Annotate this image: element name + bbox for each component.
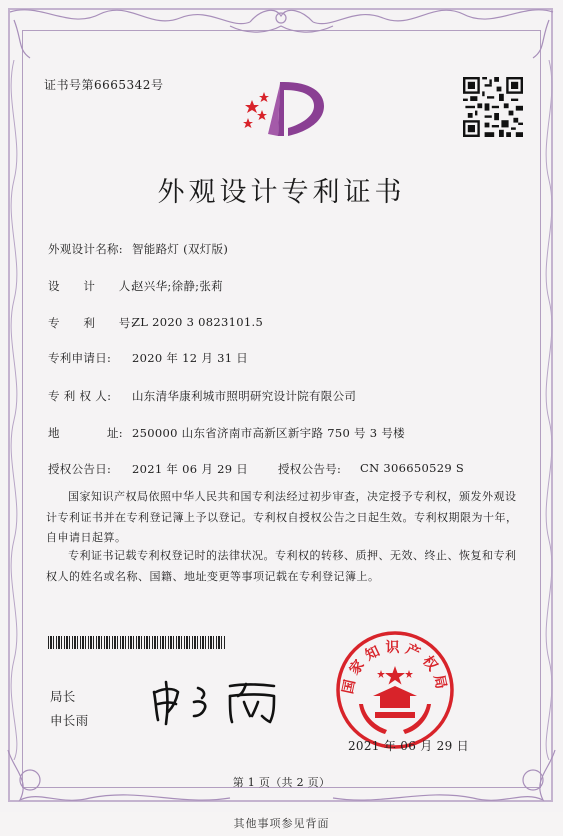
grant-number-value: CN 306650529 S <box>360 461 465 475</box>
address-label: 地 址: <box>48 426 123 440</box>
designer-label: 设 计 人: <box>48 279 135 293</box>
official-seal-icon <box>335 630 455 750</box>
top-ornament <box>0 0 563 60</box>
design-name-value: 智能路灯 (双灯版) <box>132 242 229 256</box>
barcode <box>48 636 226 649</box>
certificate-title: 外观设计专利证书 <box>157 177 406 208</box>
handwritten-signature <box>146 676 286 726</box>
grant-number-label: 授权公告号: <box>278 462 342 476</box>
designer-value: 赵兴华;徐静;张莉 <box>132 279 223 293</box>
patent-number-label: 专 利 号: <box>48 316 135 330</box>
grant-date-value: 2021 年 06 月 29 日 <box>132 462 249 476</box>
address-value: 250000 山东省济南市高新区新宇路 750 号 3 号楼 <box>132 426 405 440</box>
design-name-label: 外观设计名称: <box>48 242 123 256</box>
left-ornament <box>0 60 28 760</box>
seal-date: 2021 年 06 月 29 日 <box>348 739 469 753</box>
cnipa-logo-icon <box>238 76 328 142</box>
page-number: 第 1 页（共 2 页） <box>232 776 331 789</box>
director-name: 申长雨 <box>50 713 89 728</box>
qr-code-icon <box>463 77 523 137</box>
grant-date-label: 授权公告日: <box>48 462 112 476</box>
footer-note: 其他事项参见背面 <box>233 817 330 830</box>
right-ornament <box>535 60 563 760</box>
patent-number-value: ZL 2020 3 0823101.5 <box>132 315 264 329</box>
body-paragraph-2: 专利证书记载专利权登记时的法律状况。专利权的转移、质押、无效、终止、恢复和专利权人的姓名或名称、国籍、地址变更等事项记载在专利登记簿上。 <box>46 549 517 583</box>
filing-date-value: 2020 年 12 月 31 日 <box>132 351 249 365</box>
owner-label: 专 利 权 人: <box>48 389 112 403</box>
certificate-number: 证书号第6665342号 <box>44 78 164 92</box>
inner-border <box>22 30 541 788</box>
body-paragraph-1: 国家知识产权局依照中华人民共和国专利法经过初步审查，决定授予专利权，颁发外观设计专利证书并在专利登记簿上予以登记。专利权自授权公告之日起生效。专利权期限为十年，自申请日起算。 <box>46 490 518 544</box>
owner-value: 山东清华康利城市照明研究设计院有限公司 <box>132 389 357 403</box>
seal-text: 国家知识产权局 <box>340 640 450 696</box>
filing-date-label: 专利申请日: <box>48 351 112 365</box>
director-title: 局长 <box>50 689 76 704</box>
